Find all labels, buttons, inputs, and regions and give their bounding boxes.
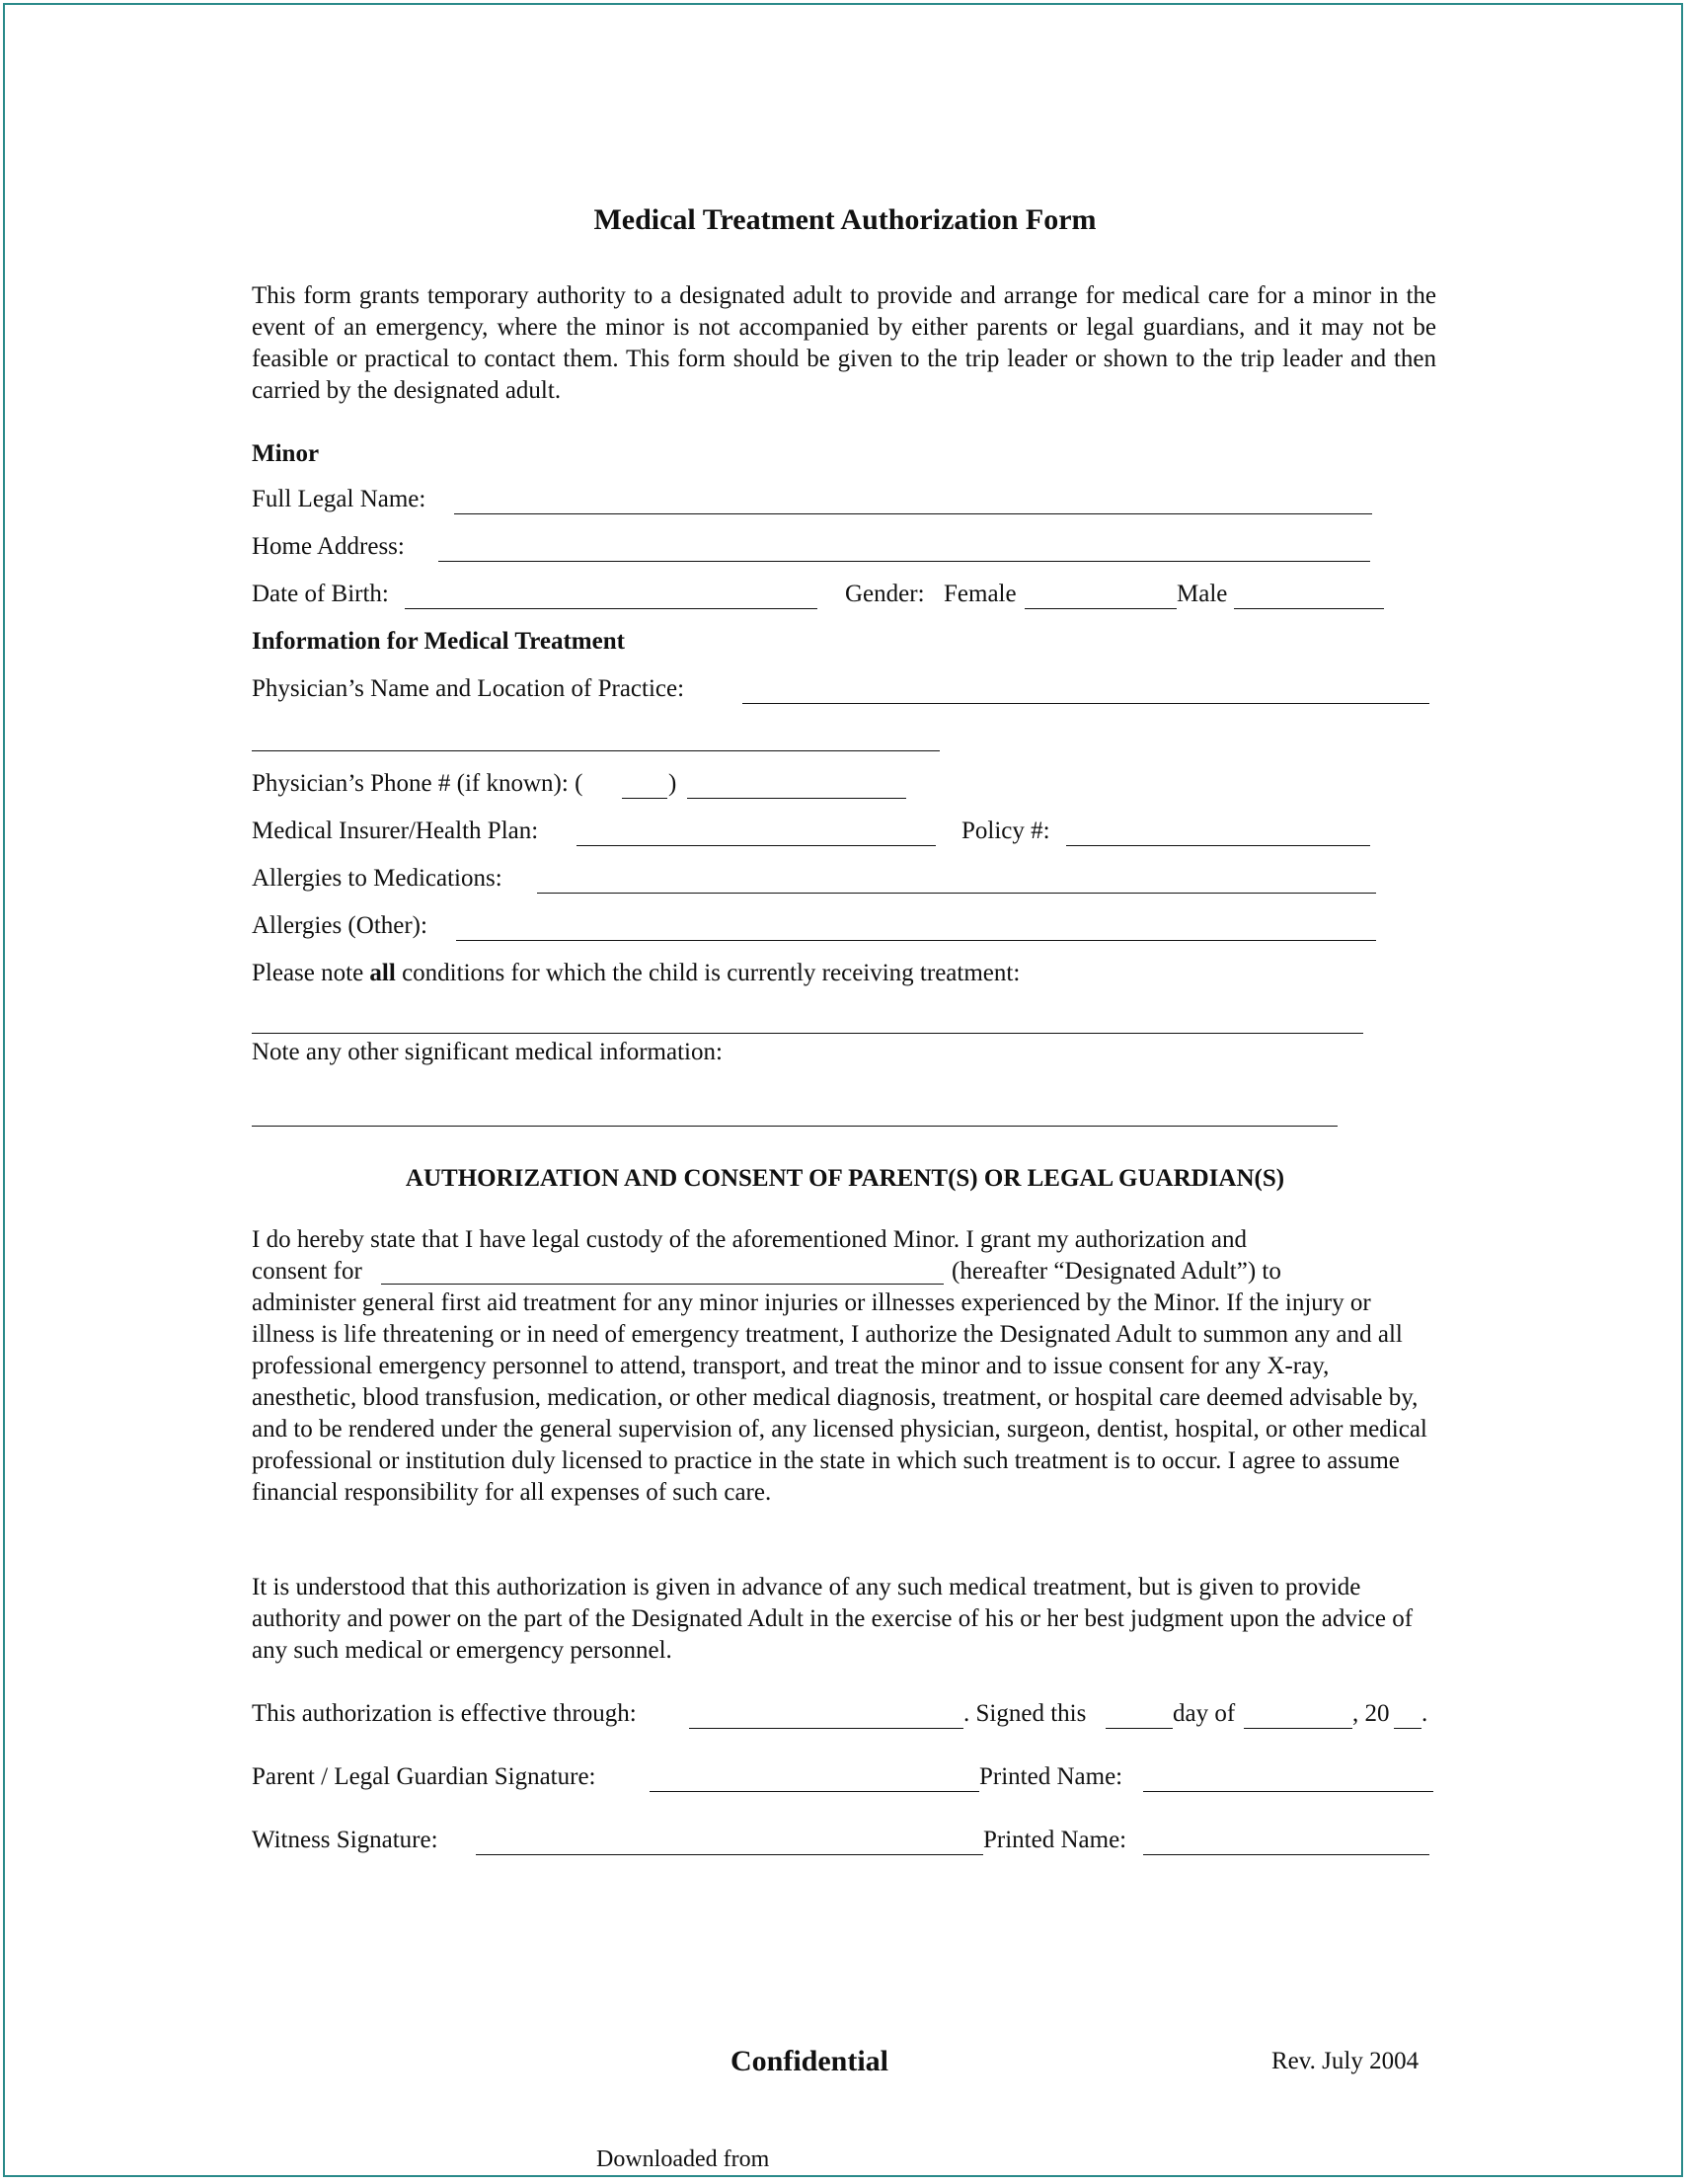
dob-field[interactable] [405, 608, 817, 609]
male-label: Male [1177, 581, 1228, 607]
conditions-field[interactable] [252, 1033, 1363, 1034]
insurer-field[interactable] [576, 845, 936, 846]
signed-day-field[interactable] [1106, 1728, 1173, 1729]
conditions-prefix: Please note [252, 960, 370, 986]
parent-signature-field[interactable] [650, 1791, 979, 1792]
witness-signature-field[interactable] [476, 1854, 983, 1855]
effective-label: This authorization is effective through: [252, 1700, 637, 1727]
gender-label: Gender: [845, 581, 925, 607]
phone-row [252, 768, 582, 800]
allergy-med-row [252, 863, 502, 895]
form-title: Medical Treatment Authorization Form [593, 203, 1097, 236]
full-name-label: Full Legal Name: [252, 486, 426, 512]
year-suffix: . [1421, 1700, 1428, 1727]
year-prefix: , 20 [1352, 1700, 1390, 1727]
effective-date-field[interactable] [689, 1728, 963, 1729]
full-name-row [252, 484, 425, 515]
phone-paren-close: ) [668, 770, 677, 797]
witness-sig-row [252, 1825, 438, 1856]
allergy-med-label: Allergies to Medications: [252, 865, 502, 892]
consent-body: administer general first aid treatment for any minor injuries or illnesses experienced by the Minor. If the injury or illness is life threatening or in need of emergency treatment, I authorize the Designated Adult to summon any and all professional emergency personnel to attend, transport, and treat the minor and to issue consent for any X-ray, anesthetic, blood transfusion, medication, or other medical diagnosis, treatment, or hospital care deemed advisable by, and to be rendered under the general supervision of, any licensed physician, surgeon, dentist, hospital, or other medical professional or institution duly licensed to practice in the state in which such treatment is to occur. I agree to assume financial responsibility for all expenses of such care. [252, 1289, 1427, 1506]
physician-row [252, 673, 684, 705]
parent-printed-name-label: Printed Name: [979, 1763, 1123, 1790]
other-info-field[interactable] [252, 1126, 1338, 1127]
dob-label: Date of Birth: [252, 581, 389, 607]
dob-row [252, 579, 389, 610]
understood-paragraph: It is understood that this authorization is given in advance of any such medical treatment, but is given to provide authority and power on the part of the Designated Adult in the exercise of his or her best judgment upon the advice of any such medical or emergency personnel. [252, 1574, 1414, 1664]
physician-label: Physician’s Name and Location of Practice: [252, 675, 685, 702]
female-label: Female [944, 581, 1017, 607]
medical-heading: Information for Medical Treatment [252, 628, 625, 655]
consent-line1: I do hereby state that I have legal custody of the aforementioned Minor. I grant my authorization and [252, 1226, 1248, 1253]
home-address-row [252, 531, 405, 563]
male-field[interactable] [1234, 608, 1384, 609]
parent-printed-name-field[interactable] [1143, 1791, 1433, 1792]
signed-month-field[interactable] [1244, 1728, 1352, 1729]
allergy-other-field[interactable] [456, 940, 1376, 941]
other-info-label: Note any other significant medical information: [252, 1039, 723, 1065]
policy-label: Policy #: [961, 818, 1050, 844]
intro-paragraph: This form grants temporary authority to a designated adult to provide and arrange for medical care for a minor in the event of an emergency, where the minor is not accompanied by either parents or legal guardians, and it may not be feasible or practical to contact them. This form should be given to the trip leader or shown to the trip leader and then carried by the designated adult. [252, 282, 1436, 404]
phone-area-code-field[interactable] [622, 798, 667, 799]
revision-label: Rev. July 2004 [1271, 2048, 1420, 2074]
conditions-suffix: conditions for which the child is currently receiving treatment: [395, 960, 1021, 986]
signed-year-field[interactable] [1394, 1728, 1421, 1729]
parent-sig-row [252, 1761, 596, 1793]
designated-adult-field[interactable] [381, 1284, 944, 1285]
signed-this-label: . Signed this [963, 1700, 1087, 1727]
designated-adult-label: (hereafter “Designated Adult”) to [952, 1258, 1281, 1285]
insurer-label: Medical Insurer/Health Plan: [252, 818, 539, 844]
phone-number-field[interactable] [687, 798, 906, 799]
home-address-label: Home Address: [252, 533, 405, 560]
minor-heading: Minor [252, 440, 320, 467]
home-address-field[interactable] [438, 561, 1370, 562]
policy-field[interactable] [1066, 845, 1370, 846]
conditions-emphasis: all [369, 960, 396, 986]
confidential-label: Confidential [730, 2045, 889, 2077]
allergy-other-row [252, 910, 427, 942]
downloaded-from-label: Downloaded from [596, 2146, 770, 2172]
effective-row [252, 1698, 637, 1730]
consent-heading: AUTHORIZATION AND CONSENT OF PARENT(S) OR LEGAL GUARDIAN(S) [405, 1165, 1285, 1192]
allergy-other-label: Allergies (Other): [252, 912, 427, 939]
witness-printed-name-field[interactable] [1143, 1854, 1429, 1855]
other-info-row [252, 1037, 723, 1068]
conditions-row [252, 958, 1020, 989]
parent-sig-label: Parent / Legal Guardian Signature: [252, 1763, 596, 1790]
consent-for-row [252, 1256, 362, 1287]
insurer-row [252, 816, 538, 847]
phone-label: Physician’s Phone # (if known): ( [252, 770, 583, 797]
consent-for-label: consent for [252, 1258, 362, 1285]
physician-field-continued[interactable] [252, 750, 940, 751]
witness-printed-name-label: Printed Name: [983, 1827, 1127, 1853]
day-of-label: day of [1173, 1700, 1236, 1727]
allergy-med-field[interactable] [537, 893, 1376, 894]
witness-sig-label: Witness Signature: [252, 1827, 438, 1853]
full-name-field[interactable] [454, 513, 1372, 514]
female-field[interactable] [1025, 608, 1177, 609]
physician-field[interactable] [742, 703, 1429, 704]
